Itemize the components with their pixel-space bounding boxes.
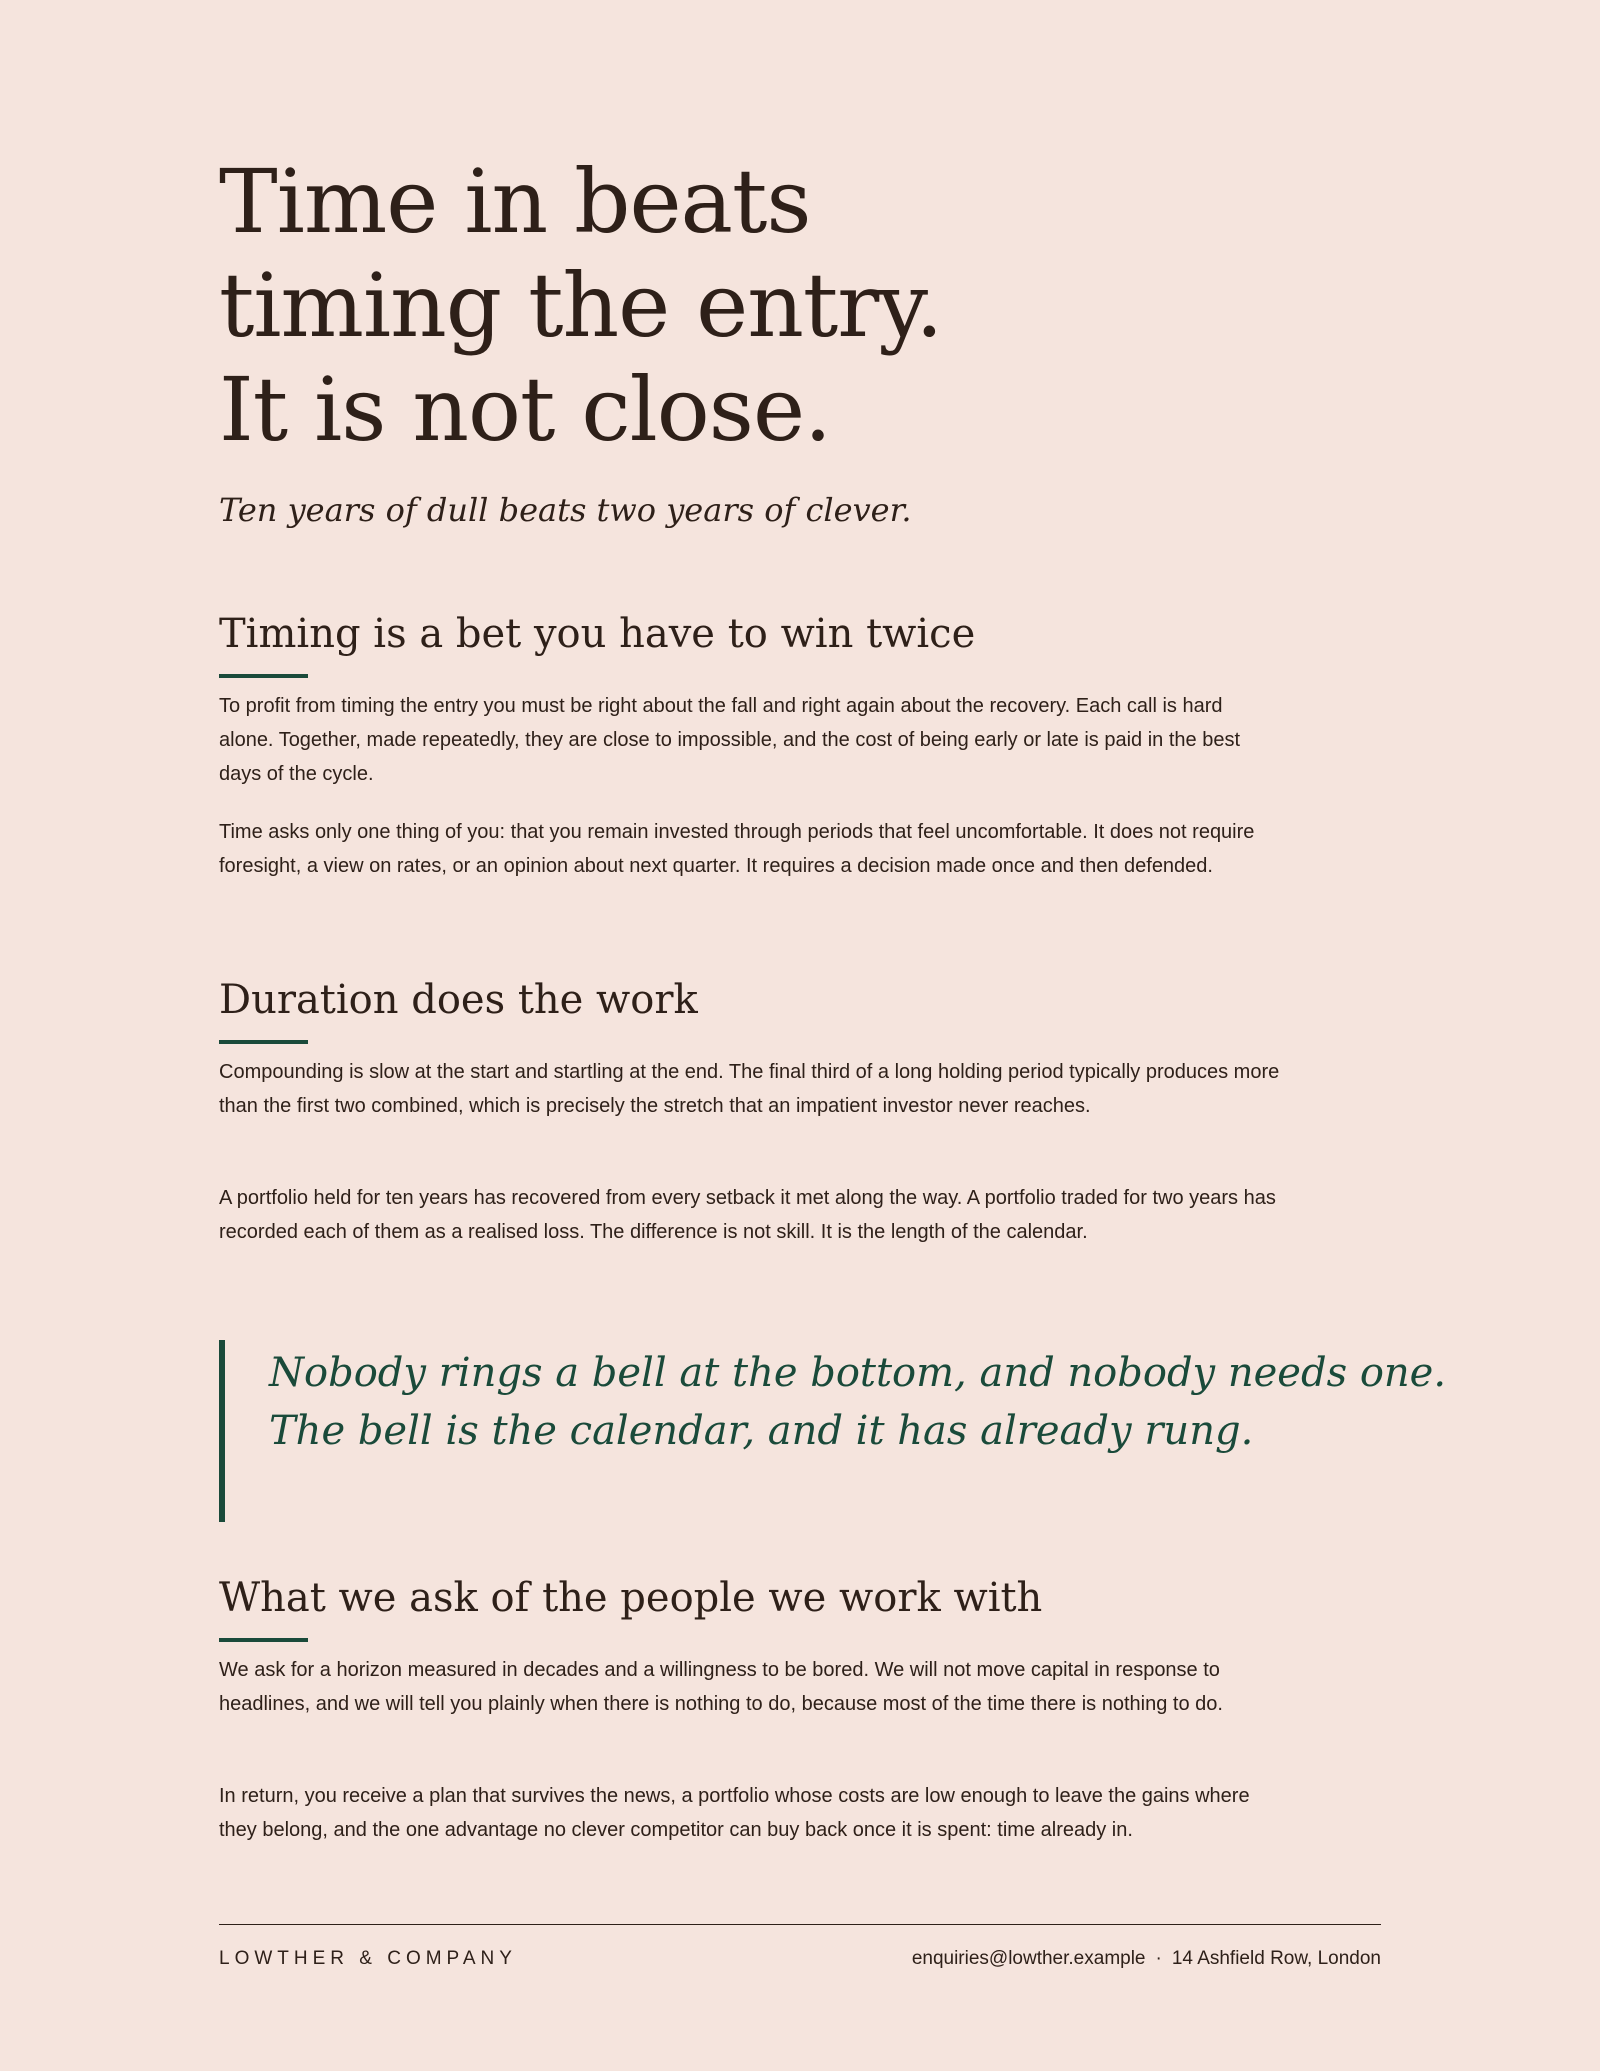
section-paragraph: In return, you receive a plan that survives the news, a portfolio whose costs are low enough to leave the gains where they belong, and the one advantage no clever competitor can buy back once it is spent: time already in.: [219, 1785, 1250, 1841]
footer-brand: LOWTHER & COMPANY: [219, 1948, 517, 1969]
subtitle: Ten years of dull beats two years of clever.: [219, 491, 912, 529]
pull-quote-line: Nobody rings a bell at the bottom, and nobody needs one.: [269, 1350, 1447, 1396]
section-paragraph: A portfolio held for ten years has recovered from every setback it met along the way. A portfolio traded for two years has recorded each of them as a realised loss. The difference is not skill. It is the length of the calendar.: [219, 1187, 1276, 1243]
section-title-duration: Duration does the work: [219, 977, 698, 1023]
section-paragraph: To profit from timing the entry you must be right about the fall and right again about the recovery. Each call is hard alone. Together, made repeatedly, they are close to impossible, and the cost of being early or late is paid in the best days of the cycle.: [219, 695, 1240, 785]
pull-quote-line: The bell is the calendar, and it has already rung.: [269, 1408, 1254, 1454]
section-paragraph: We ask for a horizon measured in decades and a willingness to be bored. We will not move capital in response to headlines, and we will tell you plainly when there is nothing to do, because most of the time there is nothing to do.: [219, 1659, 1223, 1715]
footer-contact: [912, 1948, 1381, 1970]
pull-quote-text: [269, 1344, 1446, 1460]
footer-divider: [219, 1924, 1381, 1925]
section-title-what-we-ask: What we ask of the people we work with: [219, 1575, 1043, 1621]
footer-address: 14 Ashfield Row, London: [1171, 1948, 1381, 1969]
headline-line: timing the entry.: [219, 254, 943, 357]
footer-email[interactable]: enquiries@lowther.example: [911, 1948, 1146, 1969]
section-paragraph: Time asks only one thing of you: that you remain invested through periods that feel uncomfortable. It does not require foresight, a view on rates, or an opinion about next quarter. It requires a decision made once and then defended.: [219, 821, 1255, 877]
section-paragraph: Compounding is slow at the start and startling at the end. The final third of a long holding period typically produces more than the first two combined, which is precisely the stretch that an impatient investor never reaches.: [219, 1061, 1280, 1117]
section-rule: [219, 674, 308, 678]
headline: [219, 150, 942, 462]
section-rule: [219, 1040, 308, 1044]
pull-quote: [219, 1340, 1446, 1522]
section-rule: [219, 1638, 308, 1642]
headline-line: Time in beats: [219, 150, 811, 253]
headline-line: It is not close.: [219, 358, 831, 461]
section-title-timing: Timing is a bet you have to win twice: [219, 611, 976, 657]
footer-separator: ·: [1155, 1948, 1162, 1969]
